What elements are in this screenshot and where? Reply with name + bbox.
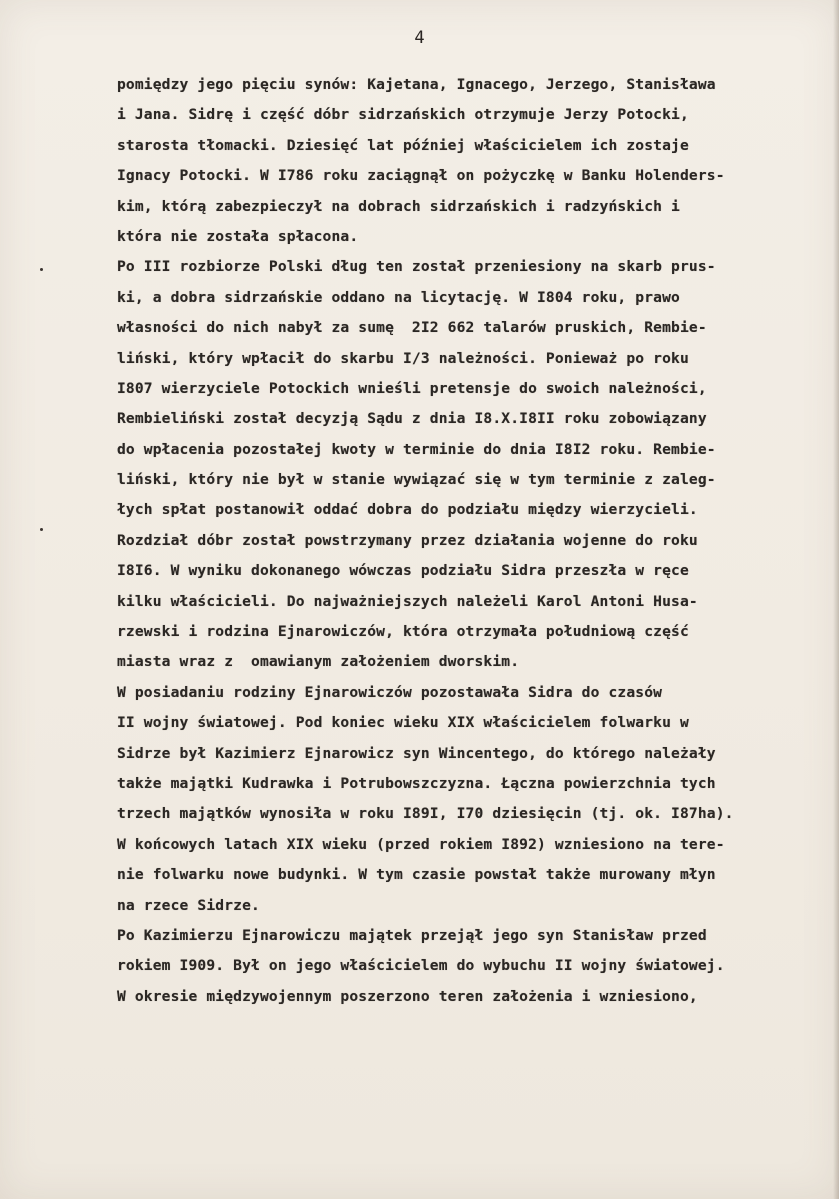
text-line: i Jana. Sidrę i część dóbr sidrzańskich otrzymuje Jerzy Potocki, — [117, 106, 689, 124]
text-line: miasta wraz z omawianym założeniem dworskim. — [117, 653, 520, 671]
text-line: trzech majątków wynosiła w roku I89I, I70 dziesięcin (tj. ok. I87ha). — [117, 805, 734, 823]
margin-dot-mark — [40, 268, 43, 271]
text-line: Po Kazimierzu Ejnarowiczu majątek przejął jego syn Stanisław przed — [117, 926, 707, 944]
text-line: łych spłat postanowił oddać dobra do podziału między wierzycieli. — [117, 501, 698, 519]
text-line: pomiędzy jego pięciu synów: Kajetana, Ignacego, Jerzego, Stanisława — [117, 76, 716, 93]
text-line: liński, który nie był w stanie wywiązać się w tym terminie z zaleg- — [117, 471, 716, 489]
text-line: także majątki Kudrawka i Potrubowszczyzna. Łączna powierzchnia tych — [117, 774, 716, 792]
text-line: I8I6. W wyniku dokonanego wówczas podziału Sidra przeszła w ręce — [117, 562, 689, 580]
text-line: W końcowych latach XIX wieku (przed rokiem I892) wzniesiono na tere- — [117, 835, 725, 853]
text-line: W okresie międzywojennym poszerzono teren założenia i wzniesiono, — [117, 987, 698, 1005]
text-line: liński, który wpłacił do skarbu I/3 należności. Ponieważ po roku — [117, 349, 689, 367]
text-line: Rozdział dóbr został powstrzymany przez działania wojenne do roku — [117, 531, 698, 549]
page-number: 4 — [414, 28, 425, 48]
text-line: Rembieliński został decyzją Sądu z dnia I8.X.I8II roku zobowiązany — [117, 410, 707, 428]
text-line: kim, którą zabezpieczył na dobrach sidrzańskich i radzyńskich i — [117, 197, 680, 215]
text-line: rzewski i rodzina Ejnarowiczów, która otrzymała południową część — [117, 623, 689, 641]
text-line: kilku właścicieli. Do najważniejszych należeli Karol Antoni Husa- — [117, 592, 698, 610]
text-line: Sidrze był Kazimierz Ejnarowicz syn Wincentego, do którego należały — [117, 744, 716, 762]
text-line: Po III rozbiorze Polski dług ten został przeniesiony na skarb prus- — [117, 258, 716, 276]
text-line: rokiem I909. Był on jego właścicielem do wybuchu II wojny światowej. — [117, 957, 725, 975]
text-line: która nie została spłacona. — [117, 227, 359, 245]
margin-dot-mark — [40, 528, 43, 531]
text-line: do wpłacenia pozostałej kwoty w terminie do dnia I8I2 roku. Rembie- — [117, 440, 716, 458]
text-line: II wojny światowej. Pod koniec wieku XIX właścicielem folwarku w — [117, 714, 689, 732]
text-line: własności do nich nabył za sumę 2I2 662 talarów pruskich, Rembie- — [117, 319, 707, 337]
text-line: I807 wierzyciele Potockich wnieśli pretensje do swoich należności, — [117, 379, 707, 397]
text-line: Ignacy Potocki. W I786 roku zaciągnął on pożyczkę w Banku Holenders- — [117, 167, 725, 185]
text-line: starosta tłomacki. Dziesięć lat później właścicielem ich zostaje — [117, 136, 689, 154]
body-text — [117, 70, 837, 1012]
text-line: ki, a dobra sidrzańskie oddano na licytację. W I804 roku, prawo — [117, 288, 680, 306]
text-line: W posiadaniu rodziny Ejnarowiczów pozostawała Sidra do czasów — [117, 683, 663, 701]
text-line: nie folwarku nowe budynki. W tym czasie powstał także murowany młyn — [117, 866, 716, 884]
text-line: na rzece Sidrze. — [117, 896, 260, 914]
